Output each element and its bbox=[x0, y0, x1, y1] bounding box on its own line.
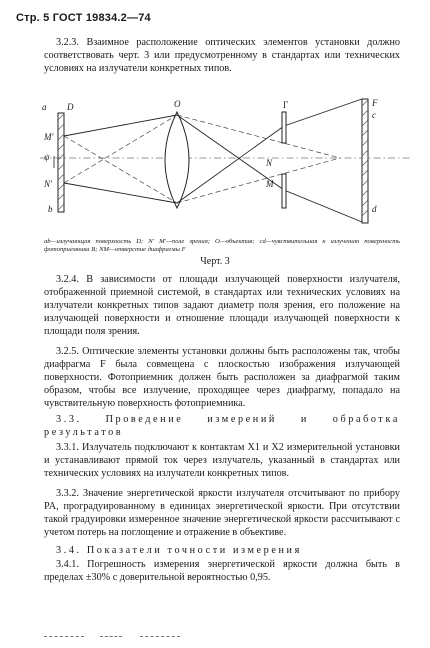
diaphragm-lower-bar bbox=[282, 174, 286, 208]
label-G: Г bbox=[283, 100, 289, 110]
label-b: b bbox=[48, 204, 53, 214]
paragraph-3-3-1: 3.3.1. Излучатель подключают к контактам X1 и X2 измерительной установки и устанавливают прямой ток через излучатель, указанный в стандартах или технических условиях на излучатели конкретных типов. bbox=[44, 442, 400, 479]
footer-rule-2 bbox=[100, 636, 122, 637]
footer-rule-1 bbox=[44, 636, 84, 637]
heading-3-4: 3.4. Показатели точности измерения bbox=[56, 545, 302, 556]
label-M: M bbox=[266, 179, 274, 189]
label-c: c bbox=[372, 110, 376, 120]
paragraph-3-3-2: 3.3.2. Значение энергетической яркости излучателя отсчитывают по прибору PA, проградуированному в единицах энергетической яркости. При отсутствии такой градуировки измеренное значение энергетической яркости рассчитывают с учетом потерь на поглощение и отражение в объективе. bbox=[44, 488, 400, 538]
figure-title: Черт. 3 bbox=[200, 256, 230, 267]
label-N: N bbox=[266, 158, 273, 168]
objective-lens bbox=[165, 112, 189, 208]
label-side-mark: ψ bbox=[44, 152, 50, 162]
label-a: a bbox=[42, 102, 47, 112]
label-M-left: M' bbox=[44, 132, 54, 142]
label-d: d bbox=[372, 204, 377, 214]
paragraph-3-4-1: 3.4.1. Погрешность измерения энергетической яркости должна быть в пределах ±30% с доверительной вероятностью 0,95. bbox=[44, 559, 400, 583]
figure-caption: ab—излучающая поверхность D; N' M'—поле зрения; O—объектив; cd—чувствительная к излучению поверхность фотоприемника B; NM—отверстие диафрагмы F bbox=[44, 238, 400, 253]
label-F: F bbox=[372, 98, 378, 108]
paragraph-3-2-5: 3.2.5. Оптические элементы установки должны быть расположены так, чтобы диафрагма F была совмещена с плоскостью изображения излучающей поверхности. Фотоприемник должен быть расположен за диафрагмой таким образом, чтобы все излучение, проходящее через диафрагму, попадало на чувствительную поверхность фотоприемника. bbox=[44, 346, 400, 409]
diaphragm-upper-bar bbox=[282, 112, 286, 143]
ray-lines bbox=[64, 99, 362, 222]
paragraph-3-2-3: 3.2.3. Взаимное расположение оптических элементов установки должно соответствовать черт. 3 или предусмотренному в стандартах или технических условиях на излучатели конкретных типов. bbox=[44, 37, 400, 74]
paragraph-3-2-4: 3.2.4. В зависимости от площади излучающей поверхности излучателя, отображенной приемной системой, в стандартах или технических условиях на излучатели конкретных типов задают диаметр поля зрения, его положение на излучающей поверхности и отношение площади излучающей поверхности к площади поля зрения. bbox=[44, 274, 400, 337]
label-N-left: N' bbox=[44, 179, 52, 189]
label-D: D bbox=[67, 102, 74, 112]
label-O: O bbox=[174, 99, 181, 109]
page-header: Стр. 5 ГОСТ 19834.2—74 bbox=[16, 12, 151, 24]
footer-rule-3 bbox=[140, 636, 180, 637]
heading-3-3: 3.3. Проведение измерений и обработка результатов bbox=[44, 414, 400, 438]
